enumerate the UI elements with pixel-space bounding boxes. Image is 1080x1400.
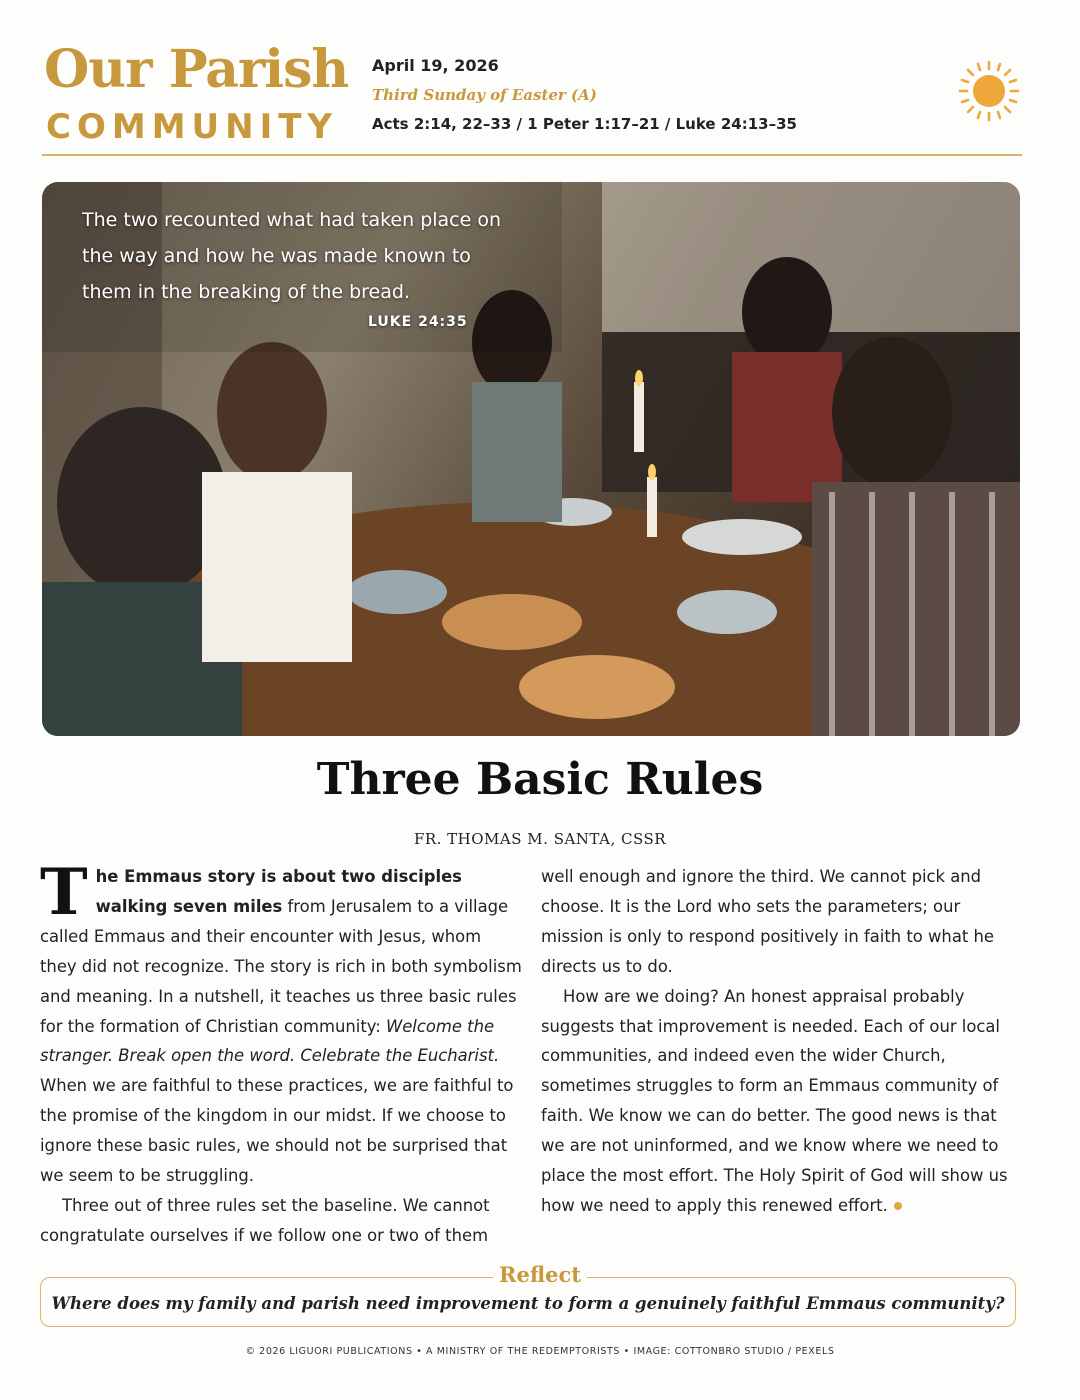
paragraph-2: Three out of three rules set the baseline. We cannot congratulate ourselves if we follow one or two of them [40,1195,490,1245]
paragraph-3-text: How are we doing? An honest appraisal probably suggests that improvement is needed. Each of our local communities, and indeed even the wider Church, sometimes struggles to form an Emmaus community of faith. We know we can do better. The good news is that we are not uninformed, and we know where we need to place the most effort. The Holy Spirit of God will show us how we need to apply this renewed effort. [541,986,1008,1215]
reflect-question: Where does my family and parish need improvement to form a genuinely faithful Emmaus community? [51,1294,1005,1313]
issue-info [372,58,797,132]
footer-credits: © 2026 LIGUORI PUBLICATIONS • A MINISTRY OF THE REDEMPTORISTS • IMAGE: COTTONBRO STUDIO / PEXELS [245,1346,835,1357]
three-rules: Welcome the stranger. Break open the word. Celebrate the Eucharist. [40,1016,500,1066]
end-mark-icon [894,1202,902,1210]
paragraph-1 [40,855,522,1191]
quote-citation: LUKE 24:35 [368,314,468,330]
reflect-label-text: Reflect [493,1262,587,1287]
paragraph-1-text: from Jerusalem to a village called Emmaus and their encounter with Jesus, whom they did not recognize. The story is rich in both symbolism and meaning. In a nutshell, it teaches us three basic rules for the formation of Christian community: [40,896,522,1036]
hero-photo [42,182,1020,736]
brand-title: Our Parish [44,39,349,100]
paragraph-3 [541,982,1023,1221]
article-column-left [40,855,522,1251]
article-headline: Three Basic Rules [316,754,764,805]
paragraph-2-continued: well enough and ignore the third. We cannot pick and choose. It is the Lord who sets the parameters; our mission is only to respond positively in faith to what he directs us to do. [541,867,994,976]
scripture-quote: The two recounted what had taken place on the way and how he was made known to them in the breaking of the bread. [82,209,502,303]
scripture-readings: Acts 2:14, 22–33 / 1 Peter 1:17–21 / Luke 24:13–35 [372,115,797,133]
drop-cap: T [40,855,88,930]
brand-subtitle: COMMUNITY [46,107,339,147]
liturgical-day: Third Sunday of Easter (A) [372,86,597,104]
article-byline: FR. THOMAS M. SANTA, CSSR [413,830,667,848]
masthead [42,40,1022,160]
sun-icon [956,58,1022,124]
issue-date: April 19, 2026 [372,56,499,75]
reflect-label [0,1262,1080,1287]
masthead-divider [42,154,1022,156]
article-column-right [541,862,1023,1221]
lead-in: he Emmaus story is about two disciples walking seven miles [95,867,462,916]
paragraph-1-text-end: When we are faithful to these practices, we are faithful to the promise of the kingdom in our midst. If we choose to ignore these basic rules, we should not be surprised that we seem to be struggling. [40,1076,514,1186]
